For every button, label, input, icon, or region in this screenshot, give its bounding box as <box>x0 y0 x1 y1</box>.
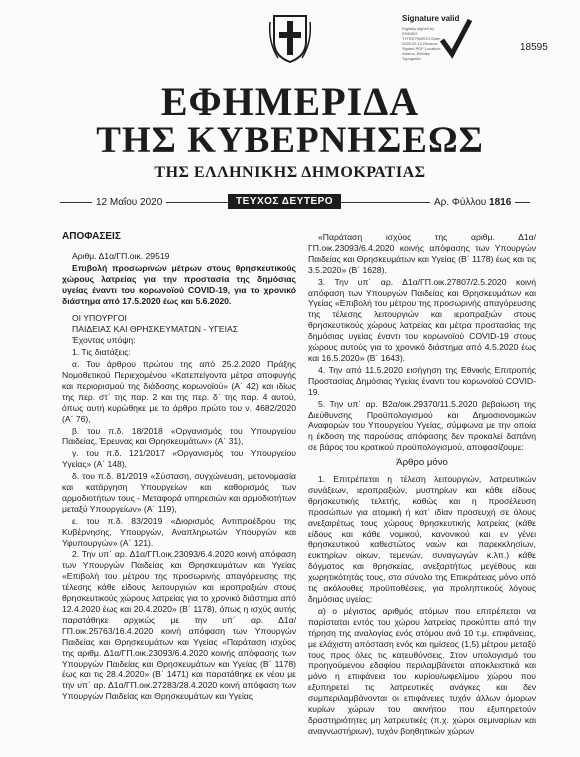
provision-a: α. Του άρθρου πρώτου της από 25.2.2020 Πράξης Νομοθετικού Περιεχομένου «Κατεπείγοντα μέτρα αποφυγής και περιορισμού της διάδοσης κορωνοϊού» (Α΄ 42) και ιδίως της περ. στ΄ της παρ. 2 και της περ. δ΄ της παρ. 4 αυτού, όπως αυτή κυρώθηκε με το άρθρο πρώτο του ν. 4682/2020 (Α΄ 76), <box>62 359 296 424</box>
sheet-number-label <box>430 197 515 208</box>
issue-type-badge: ΤΕΥΧΟΣ ΔΕΥΤΕΡΟ <box>228 194 341 209</box>
article-title: Άρθρο μόνο <box>396 457 448 469</box>
decision-subject: Επιβολή προσωρινών μέτρων στους θρησκευτικούς χώρους λατρείας για την προστασία της δημόσιας υγείας έναντι του κορωνοϊού COVID-19, για το χρονικό διάστημα από 17.5.2020 έως και 5.6.2020. <box>62 262 296 306</box>
left-column <box>62 232 296 703</box>
section-heading: ΑΠΟΦΑΣΕΙΣ <box>62 231 121 242</box>
having-regard: Έχοντας υπόψη: <box>72 335 136 346</box>
sheet-label: Αρ. Φύλλου <box>434 197 487 208</box>
provision-b: β. του π.δ. 18/2018 «Οργανισμός του Υπουργείου Παιδείας, Έρευνας και Θρησκευμάτων» (Α΄ 31), <box>62 425 296 447</box>
paragraph-5: 5. Την υπ΄ αρ. Β2α/οικ.29370/11.5.2020 βεβαίωση της Διεύθυνσης Προϋπολογισμού και Δημοσιονομικών Αναφορών του Υπουργείου Υγείας, σύμφωνα με την οποία η έκδοση της παρούσας απόφασης δεν προκαλεί δαπάνη σε βάρος του κρατικού προϋπολογισμού, αποφασίζουμε: <box>308 398 536 453</box>
sheet-number: 1816 <box>489 197 512 208</box>
page-number: 18595 <box>520 42 548 53</box>
provision-c: γ. του π.δ. 121/2017 «Οργανισμός του Υπουργείου Υγείας» (Α΄ 148), <box>62 448 296 470</box>
signature-checkmark-icon <box>438 16 474 62</box>
paragraph-2: 2. Την υπ΄ αρ. Δ1α/ΓΠ.οικ.23093/6.4.2020 κοινή απόφαση των Υπουργών Παιδείας και Θρησκευμάτων και Υγείας «Επιβολή του μέτρου της προσωρινής απαγόρευσης της τέλεσης κάθε είδους λειτουργιών και ιεροπραξιών στους θρησκευτικούς χώρους λατρείας για το χρονικό διάστημα από 12.4.2020 έως και 20.4.2020» (Β΄ 1178), όπως η ισχύς αυτής παρατάθηκε αρχικώς με την υπ΄ αρ. Δ1α/ΓΠ.οικ.25763/16.4.2020 κοινή απόφαση των Υπουργών Παιδείας και Θρησκευμάτων και Υγείας «Παράταση ισχύος της αριθμ. Δ1α/ΓΠ.οικ.23093/6.4.2020 κοινής απόφασης των Υπουργών Παιδείας και Θρησκευμάτων και Υγείας (Β΄ 1178) έως και τις 28.4.2020» (Β΄ 1471) και παρατάθηκε εκ νέου με την υπ΄ αρ. Δ1α/ΓΠ.οικ.27283/28.4.2020 κοινή απόφαση των Υπουργών Παιδείας και Θρησκευμάτων και Υγείας <box>62 549 296 702</box>
article-paragraph-1: 1. Επιτρέπεται η τέλεση λειτουργιών, λατρευτικών συνάξεων, ιεροπραξιών, μυστηρίων και κάθε είδους θρησκευτικής τελετής, καθώς και η προσέλευση προσώπων για ατομική ή κατ΄ ιδίαν προσευχή σε όλους ανεξαιρέτως τους χώρους θρησκευτικής λατρείας (κάθε είδους και κάθε νομικού, κανονικού και εν γένει θρησκευτικού καθεστώτος ναών και παρεκκλησίων, ευκτηρίων οίκων, τεμενών, συναγωγών κ.λπ.) κάθε δόγματος και θρησκείας, ανεξαρτήτως μεγέθους και χωρητικότητάς τους, στο σύνολο της Επικράτειας μόνο υπό τις ακόλουθες προϋποθέσεις, για προληπτικούς λόγους δημόσιας υγείας: <box>308 474 536 604</box>
decision-reference: Αριθμ. Δ1α/ΓΠ.οικ. 29519 <box>72 250 170 261</box>
ministers-heading-2: ΠΑΙΔΕΙΑΣ ΚΑΙ ΘΡΗΣΚΕΥΜΑΤΩΝ - ΥΓΕΙΑΣ <box>72 324 239 335</box>
provision-d: δ. του π.δ. 81/2019 «Σύσταση, συγχώνευση, μετονομασία και κατάργηση Υπουργείων και καθορισμός των αρμοδιοτήτων τους - Μεταφορά υπηρεσιών και αρμοδιοτήτων μεταξύ Υπουργείων» (Α΄ 119), <box>62 471 296 514</box>
paragraph-2-continued: «Παράταση ισχύος της αριθμ. Δ1α/ΓΠ.οικ.23093/6.4.2020 κοινής απόφασης των Υπουργών Παιδείας και Θρησκευμάτων και Υγείας (Β΄ 1178) έως και τις 3.5.2020» (Β΄ 1628). <box>308 232 536 275</box>
ministers-heading-1: ΟΙ ΥΠΟΥΡΓΟΙ <box>72 313 127 324</box>
paragraph-4: 4. Την από 11.5.2020 εισήγηση της Εθνικής Επιτροπής Προστασίας Δημόσιας Υγείας έναντι του κορωνοϊού COVID-19. <box>308 364 536 397</box>
signature-details: Digitally signed by ΕΘΝΙΚΟ ΤΥΠΟΓΡΑΦΕΙΟ Date: 2020.05.12 Reason: Signed PDF Location: Athens, Ethniko Typografio <box>402 26 441 61</box>
gazette-title-line2: ΤΗΣ ΚΥΒΕΡΝΗΣΕΩΣ <box>96 120 484 161</box>
provisions-intro: 1. Τις διατάξεις: <box>72 347 131 358</box>
gazette-subtitle: ΤΗΣ ΕΛΛΗΝΙΚΗΣ ΔΗΜΟΚΡΑΤΙΑΣ <box>154 164 426 181</box>
article-paragraph-1a: α) ο μέγιστος αριθμός ατόμων που επιτρέπεται να παρίσταται εντός του χώρου λατρείας προκύπτει από την τήρηση της αναλογίας ενός ατόμου ανά 10 τ.μ. επιφάνειας, με ελάχιστη απόσταση ενός και ημίσεος (1,5) μέτρου μεταξύ τους προς όλες τις κατευθύνσεις. Στον υπολογισμό του προηγούμενου εδαφίου περιλαμβάνεται αποκλειστικά και μόνο η επιφάνεια του κυρίου/ωφελίμου χώρου που εξυπηρετεί τις λατρευτικές ανάγκες και δεν συμπεριλαμβάνονται οι επιφάνειες τυχόν άλλων όμορων κυρίων χώρων του ακινήτου που εξυπηρετούν δραστηριότητες μη λατρευτικές (π.χ. χώροι σεμιναρίων και αναγνωστήριων), τυχόν βοηθητικών χώρων <box>308 605 536 736</box>
right-column <box>308 232 536 738</box>
provision-e: ε. του π.δ. 83/2019 «Διορισμός Αντιπροέδρου της Κυβέρνησης, Υπουργών, Αναπληρωτών Υπουργών και Υφυπουργών» (Α΄ 121). <box>62 515 296 548</box>
issue-date: 12 Μαΐου 2020 <box>92 197 166 208</box>
gazette-title: ΕΦΗΜΕΡΙΔΑ <box>160 79 420 124</box>
greek-coat-of-arms-icon <box>268 12 312 64</box>
paragraph-3: 3. Την υπ΄ αρ. Δ1α/ΓΠ.οικ.27807/2.5.2020 κοινή απόφαση των Υπουργών Παιδείας και Θρησκευμάτων και Υγείας «Επιβολή του μέτρου της προσωρινής απαγόρευσης της τέλεσης λειτουργιών και ιεροπραξιών στους θρησκευτικούς χώρους λατρείας και μέτρα προστασίας της δημόσιας υγείας έναντι του κορωνοϊού COVID-19 στους χώρους αυτούς για το χρονικό διάστημα από 4.5.2020 έως και 16.5.2020» (Β΄ 1643). <box>308 276 536 363</box>
signature-valid-label: Signature valid <box>402 14 460 23</box>
